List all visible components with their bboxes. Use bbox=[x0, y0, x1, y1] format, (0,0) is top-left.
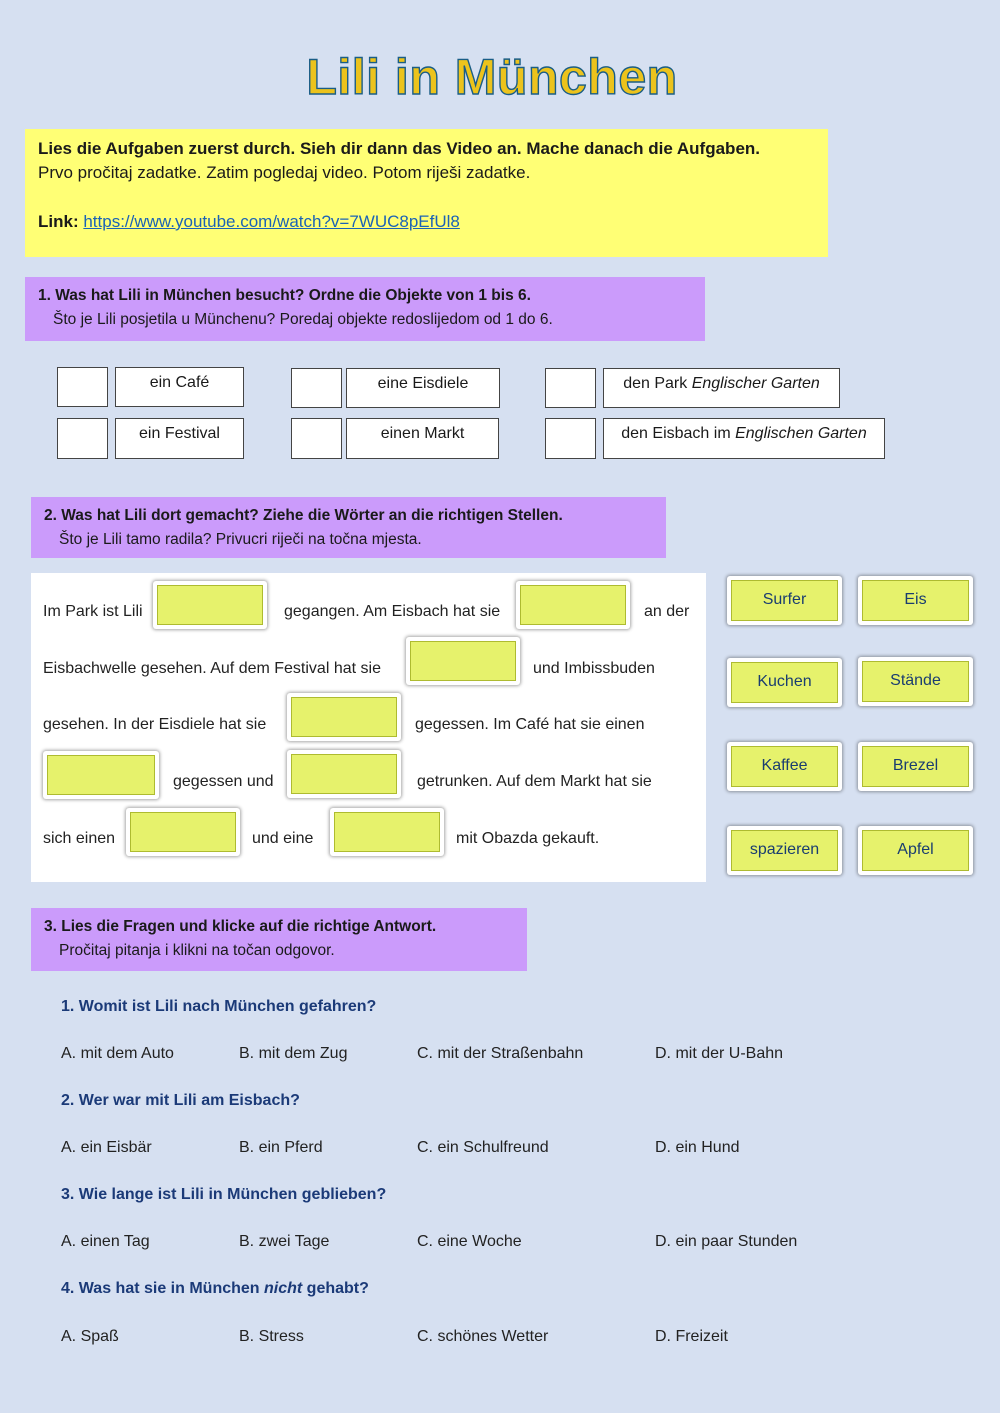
drop-zone-1[interactable] bbox=[153, 581, 267, 629]
order-number-box-eisdiele[interactable] bbox=[291, 368, 342, 408]
gap-fill-text-panel bbox=[31, 573, 706, 882]
page-title: Lili in München bbox=[306, 49, 678, 105]
drop-zone-3[interactable] bbox=[406, 637, 520, 685]
task1-heading-german: 1. Was hat Lili in München besucht? Ordne die Objekte von 1 bis 6. bbox=[38, 287, 531, 304]
answer-option[interactable]: A. ein Eisbär bbox=[61, 1139, 152, 1156]
question-4-suffix: gehabt? bbox=[302, 1280, 369, 1297]
gap-text-segment: Eisbachwelle gesehen. Auf dem Festival hat sie bbox=[43, 660, 381, 677]
answer-option[interactable]: D. Freizeit bbox=[655, 1328, 728, 1345]
drop-zone-5[interactable] bbox=[43, 751, 159, 799]
task2-heading-german: 2. Was hat Lili dort gemacht? Ziehe die Wörter an die richtigen Stellen. bbox=[44, 507, 563, 524]
object-label-cafe: ein Café bbox=[115, 367, 244, 407]
word-tile-spazieren[interactable]: spazieren bbox=[727, 826, 842, 875]
order-number-box-park[interactable] bbox=[545, 368, 596, 408]
word-tile-surfer[interactable]: Surfer bbox=[727, 576, 842, 625]
gap-text-segment: an der bbox=[644, 603, 690, 620]
word-tile-eis[interactable]: Eis bbox=[858, 576, 973, 625]
drop-zone-7[interactable] bbox=[126, 808, 240, 856]
answer-option[interactable]: D. ein paar Stunden bbox=[655, 1233, 798, 1250]
answer-option[interactable]: A. einen Tag bbox=[61, 1233, 150, 1250]
question-4 bbox=[61, 1280, 369, 1298]
word-tile-staende[interactable]: Stände bbox=[858, 657, 973, 706]
task3-heading-croatian: Pročitaj pitanja i klikni na točan odgovor. bbox=[59, 942, 335, 959]
gap-text-segment: gesehen. In der Eisdiele hat sie bbox=[43, 716, 267, 733]
object-label-festival: ein Festival bbox=[115, 418, 244, 459]
order-number-box-markt[interactable] bbox=[291, 418, 342, 459]
answer-option[interactable]: D. ein Hund bbox=[655, 1139, 740, 1156]
drop-zone-2[interactable] bbox=[516, 581, 630, 629]
answer-option[interactable]: B. zwei Tage bbox=[239, 1233, 330, 1250]
object-label-eisbach bbox=[603, 418, 885, 459]
answer-option[interactable]: C. eine Woche bbox=[417, 1233, 522, 1250]
gap-text-segment: sich einen bbox=[43, 830, 116, 847]
object-label-park bbox=[603, 368, 840, 408]
question-1: 1. Womit ist Lili nach München gefahren? bbox=[61, 998, 377, 1015]
word-tile-kuchen[interactable]: Kuchen bbox=[727, 658, 842, 707]
answer-option[interactable]: C. schönes Wetter bbox=[417, 1328, 549, 1345]
drop-zone-8[interactable] bbox=[330, 808, 444, 856]
question-4-prefix: 4. Was hat sie in München bbox=[61, 1280, 264, 1297]
word-tile-kaffee[interactable]: Kaffee bbox=[727, 742, 842, 791]
order-number-box-eisbach[interactable] bbox=[545, 418, 596, 459]
answer-option[interactable]: A. Spaß bbox=[61, 1328, 119, 1345]
object-label-eisdiele: eine Eisdiele bbox=[346, 368, 500, 408]
eisbach-label-prefix: den Eisbach im bbox=[621, 425, 736, 442]
order-number-box-festival[interactable] bbox=[57, 418, 108, 459]
instructions-croatian: Prvo pročitaj zadatke. Zatim pogledaj video. Potom riješi zadatke. bbox=[38, 163, 531, 182]
question-4-emphasis: nicht bbox=[264, 1280, 303, 1297]
answer-option[interactable]: B. ein Pferd bbox=[239, 1139, 323, 1156]
gap-text-segment: getrunken. Auf dem Markt hat sie bbox=[417, 773, 652, 790]
task3-heading bbox=[31, 908, 527, 971]
gap-text-segment: und eine bbox=[252, 830, 314, 847]
word-tile-brezel[interactable]: Brezel bbox=[858, 742, 973, 791]
answer-option[interactable]: C. ein Schulfreund bbox=[417, 1139, 549, 1156]
gap-text-segment: gegangen. Am Eisbach hat sie bbox=[284, 603, 501, 620]
gap-text-segment: gegessen. Im Café hat sie einen bbox=[415, 716, 645, 733]
answer-option[interactable]: C. mit der Straßenbahn bbox=[417, 1045, 584, 1062]
park-label-italic: Englischer Garten bbox=[691, 375, 820, 392]
video-link-line bbox=[38, 210, 815, 234]
object-label-markt: einen Markt bbox=[346, 418, 499, 459]
gap-text-segment: mit Obazda gekauft. bbox=[456, 830, 600, 847]
eisbach-label-italic: Englischen Garten bbox=[735, 425, 867, 442]
question-3: 3. Wie lange ist Lili in München geblieben? bbox=[61, 1186, 387, 1203]
answer-option[interactable]: B. mit dem Zug bbox=[239, 1045, 348, 1062]
task1-heading-croatian: Što je Lili posjetila u Münchenu? Poredaj objekte redoslijedom od 1 do 6. bbox=[53, 311, 553, 328]
link-label: Link: bbox=[38, 212, 79, 231]
instructions-box bbox=[25, 129, 828, 257]
task3-heading-german: 3. Lies die Fragen und klicke auf die richtige Antwort. bbox=[44, 918, 437, 935]
task1-heading bbox=[25, 277, 705, 341]
drop-zone-6[interactable] bbox=[287, 750, 401, 798]
question-2: 2. Wer war mit Lili am Eisbach? bbox=[61, 1092, 300, 1109]
task2-heading bbox=[31, 497, 666, 558]
order-number-box-cafe[interactable] bbox=[57, 367, 108, 407]
word-tile-apfel[interactable]: Apfel bbox=[858, 826, 973, 875]
gap-text-segment: Im Park ist Lili bbox=[43, 603, 143, 620]
answer-option[interactable]: A. mit dem Auto bbox=[61, 1045, 174, 1062]
video-link[interactable]: https://www.youtube.com/watch?v=7WUC8pEfUl8 bbox=[83, 212, 460, 231]
gap-text-segment: und Imbissbuden bbox=[533, 660, 655, 677]
drop-zone-4[interactable] bbox=[287, 693, 401, 741]
task2-heading-croatian: Što je Lili tamo radila? Privucri riječi na točna mjesta. bbox=[59, 531, 422, 548]
gap-text-segment: gegessen und bbox=[173, 773, 274, 790]
instructions-german: Lies die Aufgaben zuerst durch. Sieh dir dann das Video an. Mache danach die Aufgaben. bbox=[38, 139, 761, 158]
answer-option[interactable]: D. mit der U-Bahn bbox=[655, 1045, 784, 1062]
answer-option[interactable]: B. Stress bbox=[239, 1328, 304, 1345]
park-label-prefix: den Park bbox=[623, 375, 692, 392]
